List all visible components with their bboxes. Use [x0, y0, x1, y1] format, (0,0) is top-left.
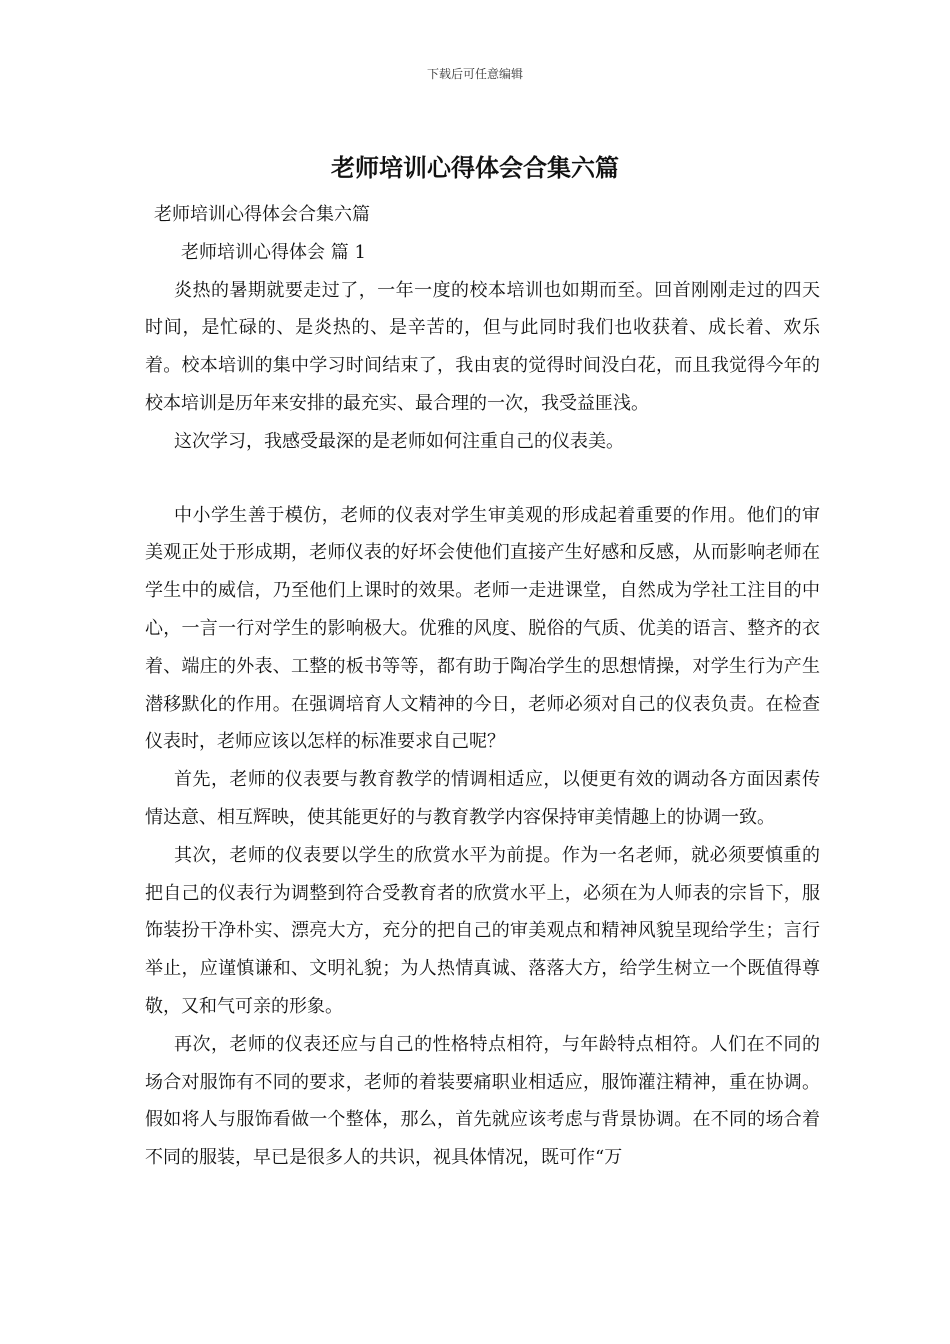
paragraph: 其次，老师的仪表要以学生的欣赏水平为前提。作为一名老师，就必须要慎重的把自己的仪表行为调整到符合受教育者的欣赏水平上，必须在为人师表的宗旨下，服饰装扮干净朴实、漂亮大方，充分的把自己的审美观点和精神风貌呈现给学生；言行举止，应谨慎谦和、文明礼貌；为人热情真诚、落落大方，给学生树立一个既值得尊敬，又和气可亲的形象。 — [145, 844, 820, 1017]
paragraph: 中小学生善于模仿，老师的仪表对学生审美观的形成起着重要的作用。他们的审美观正处于形成期，老师仪表的好坏会使他们直接产生好感和反感，从而影响老师在学生中的威信，乃至他们上课时的效果。老师一走进课堂，自然成为学社工注目的中心，一言一行对学生的影响极大。优雅的风度、脱俗的气质、优美的语言、整齐的衣着、端庄的外表、工整的板书等等，都有助于陶冶学生的思想情操，对学生行为产生潜移默化的作用。在强调培育人文精神的今日，老师必须对自己的仪表负责。在检查仪表时，老师应该以怎样的标准要求自己呢？ — [145, 504, 820, 753]
document-subtitle: 老师培训心得体会合集六篇 — [154, 204, 370, 225]
paragraph: 再次，老师的仪表还应与自己的性格特点相符，与年龄特点相符。人们在不同的场合对服饰有不同的要求，老师的着装要痛职业相适应，服饰灌注精神，重在协调。假如将人与服饰看做一个整体，那么，首先就应该考虑与背景协调。在不同的场合着不同的服装，早已是很多人的共识，视具体情况，既可作“万 — [145, 1033, 820, 1169]
paragraph-gap — [145, 461, 820, 497]
paragraph: 炎热的暑期就要走过了，一年一度的校本培训也如期而至。回首刚刚走过的四天时间，是忙碌的、是炎热的、是辛苦的，但与此同时我们也收获着、成长着、欢乐着。校本培训的集中学习时间结束了，我由衷的觉得时间没白花，而且我觉得今年的校本培训是历年来安排的最充实、最合理的一次，我受益匪浅。 — [145, 279, 820, 414]
section-heading: 老师培训心得体会 篇 1 — [181, 241, 366, 263]
paragraph: 这次学习，我感受最深的是老师如何注重自己的仪表美。 — [174, 430, 624, 452]
paragraph: 首先，老师的仪表要与教育教学的情调相适应，以便更有效的调动各方面因素传情达意、相互辉映，使其能更好的与教育教学内容保持审美情趣上的协调一致。 — [145, 769, 820, 828]
download-edit-note: 下载后可任意编辑 — [426, 67, 523, 81]
document-body — [145, 196, 820, 1177]
document-title: 老师培训心得体会合集六篇 — [331, 153, 619, 182]
